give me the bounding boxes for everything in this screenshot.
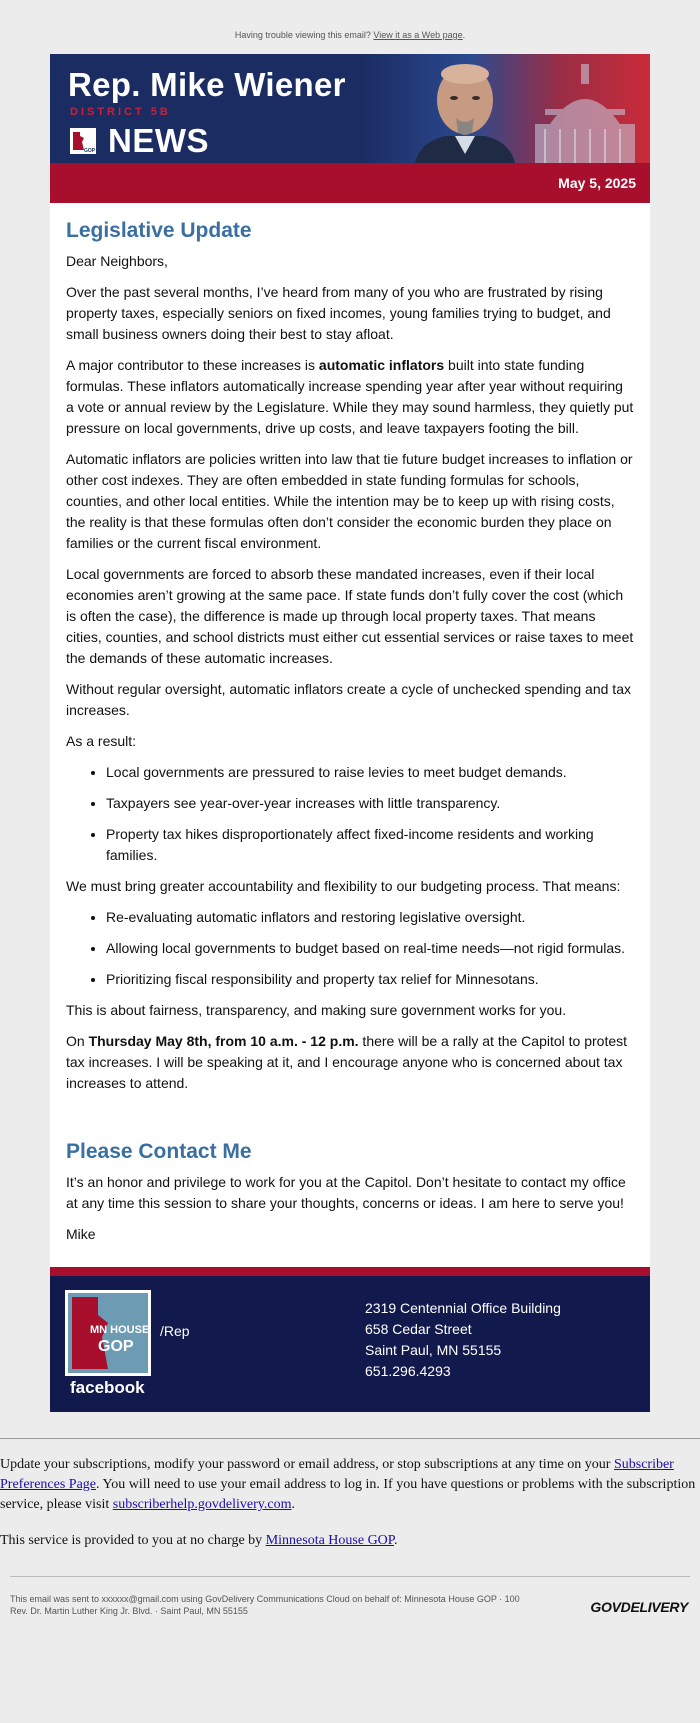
svg-text:MN HOUSE: MN HOUSE xyxy=(90,1324,148,1336)
paragraph: As a result: xyxy=(66,733,137,749)
district-label: DISTRICT 5B xyxy=(70,106,171,118)
view-web-page-link[interactable]: View it as a Web page xyxy=(373,30,463,40)
list-item: • Re-evaluating automatic inflators and restoring legislative oversight. xyxy=(106,907,634,928)
list-item: • Local governments are pressured to raise levies to meet budget demands. xyxy=(106,762,634,783)
article-body xyxy=(50,203,650,1267)
representative-portrait-icon xyxy=(410,54,520,163)
paragraph: Automatic inflators are policies written into law that tie future budget increases to inflation or other cost indexes. They are often embedded in state funding formulas for schools, counties, and other local entities. While the intention may be to keep up with rising costs, the reality is that these formulas often don’t consider the economic burden they place on families or the current fiscal environment. xyxy=(66,451,633,551)
svg-text:GOP: GOP xyxy=(84,148,96,154)
address-line: 2319 Centennial Office Building xyxy=(365,1300,561,1316)
newsletter-banner xyxy=(50,54,650,163)
office-address xyxy=(365,1298,561,1382)
legal-line: Rev. Dr. Martin Luther King Jr. Blvd. · Saint Paul, MN 55155 xyxy=(10,1606,248,1616)
svg-text:GOP: GOP xyxy=(98,1338,134,1355)
facebook-link[interactable]: facebook xyxy=(70,1378,145,1397)
paragraph: This is about fairness, transparency, and making sure government works for you. xyxy=(66,1002,567,1018)
address-line: Saint Paul, MN 55155 xyxy=(365,1342,502,1358)
govdelivery-logo[interactable]: GOVDELIVERY xyxy=(590,1599,688,1615)
rep-name: Rep. Mike Wiener xyxy=(68,66,346,103)
mn-gop-mini-logo-icon xyxy=(70,128,96,154)
list-item: • Allowing local governments to budget based on real-time needs—not rigid formulas. xyxy=(106,938,634,959)
article-heading: Legislative Update xyxy=(66,219,252,242)
contact-heading: Please Contact Me xyxy=(66,1140,252,1163)
service-notice: This service is provided to you at no charge by Minnesota House GOP. xyxy=(0,1533,398,1548)
web-view-notice: Having trouble viewing this email? View it as a Web page. xyxy=(234,30,466,40)
address-line: 658 Cedar Street xyxy=(365,1321,472,1337)
list-item: • Property tax hikes disproportionately affect fixed-income residents and working families. xyxy=(106,824,634,866)
signoff: Mike xyxy=(66,1226,96,1242)
newsletter-footer xyxy=(50,1276,650,1412)
facebook-rep-link[interactable]: /Rep xyxy=(160,1323,190,1339)
legal-footer xyxy=(0,1577,700,1637)
actions-list xyxy=(66,907,634,990)
mn-house-gop-logo-icon[interactable] xyxy=(65,1290,151,1376)
trouble-text: Having trouble viewing this email? xyxy=(234,30,371,40)
results-list xyxy=(66,762,634,866)
newsletter-card xyxy=(50,54,650,1412)
subscription-text: Update your subscriptions, modify your password or email address, or stop subscriptions at any time on your Subscriber Preferences Page. You will need to use your email address to log in. If you have questions or problems with the subscription service, please visit subscriberhelp.govdelivery.com. xyxy=(0,1457,696,1512)
paragraph: On Thursday May 8th, from 10 a.m. - 12 p.m. there will be a rally at the Capitol to protest tax increases. I will be speaking at it, and I encourage anyone who is concerned about tax increases to attend. xyxy=(66,1033,628,1091)
legal-line: This email was sent to xxxxxx@gmail.com using GovDelivery Communications Cloud on behalf of: Minnesota House GOP · 100 xyxy=(10,1594,520,1604)
paragraph: It’s an honor and privilege to work for you at the Capitol. Don’t hesitate to contact my office at any time this session to share your thoughts, concerns or ideas. I am here to serve you! xyxy=(66,1174,626,1211)
paragraph: Over the past several months, I’ve heard from many of you who are frustrated by rising property taxes, especially seniors on fixed incomes, young families trying to budget, and small business owners doing their best to stay afloat. xyxy=(66,284,611,342)
list-item: • Taxpayers see year-over-year increases with little transparency. xyxy=(106,793,634,814)
issue-date: May 5, 2025 xyxy=(50,163,650,203)
phone-number: 651.296.4293 xyxy=(365,1363,451,1379)
subscriber-preferences-link[interactable]: Subscriber Preferences Page xyxy=(0,1457,674,1492)
paragraph: We must bring greater accountability and flexibility to our budgeting process. That means: xyxy=(66,878,621,894)
news-label: NEWS xyxy=(108,122,209,159)
paragraph: Local governments are forced to absorb these mandated increases, even if their local economies aren’t growing at the same pace. If state funds don’t fully cover the cost (which is often the case), the difference is made up through local property taxes. That means cities, counties, and school districts must either cut essential services or raise taxes to meet the demands of these automatic increases. xyxy=(66,566,634,666)
footer-divider xyxy=(50,1267,650,1276)
greeting: Dear Neighbors, xyxy=(66,253,168,269)
paragraph: Without regular oversight, automatic inflators create a cycle of unchecked spending and tax increases. xyxy=(66,681,631,718)
minnesota-house-gop-link[interactable]: Minnesota House GOP xyxy=(265,1533,395,1548)
capitol-dome-icon xyxy=(505,54,650,163)
subscriber-help-link[interactable]: subscriberhelp.govdelivery.com xyxy=(112,1497,292,1512)
subscription-section xyxy=(0,1438,700,1637)
paragraph: A major contributor to these increases is automatic inflators built into state funding formulas. These inflators automatically increase spending year after year without requiring a vote or annual review by the Legislature. While they may sound harmless, they quietly put pressure on local governments, drive up costs, and leave taxpayers footing the bill. xyxy=(66,357,634,436)
list-item: • Prioritizing fiscal responsibility and property tax relief for Minnesotans. xyxy=(106,969,634,990)
